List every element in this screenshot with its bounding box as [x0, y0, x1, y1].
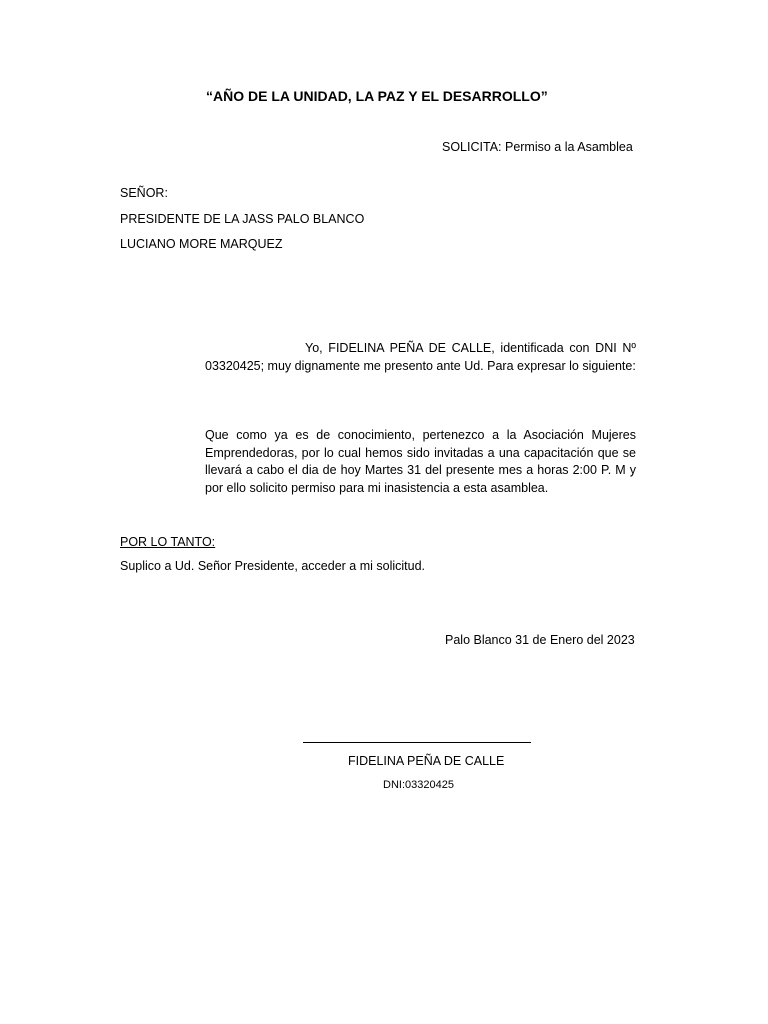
place-date: Palo Blanco 31 de Enero del 2023 [445, 633, 635, 647]
recipient-title: PRESIDENTE DE LA JASS PALO BLANCO [120, 212, 365, 226]
signature-line [303, 742, 531, 743]
year-title: “AÑO DE LA UNIDAD, LA PAZ Y EL DESARROLLO” [206, 88, 548, 104]
signature-dni: DNI:03320425 [383, 779, 454, 791]
salutation: SEÑOR: [120, 186, 168, 200]
subject-line: SOLICITA: Permiso a la Asamblea [442, 140, 633, 154]
recipient-name: LUCIANO MORE MARQUEZ [120, 237, 283, 251]
body-paragraph: Que como ya es de conocimiento, pertenezco a la Asociación Mujeres Emprendedoras, por lo cual hemos sido invitadas a una capacitación que se llevará a cabo el dia de hoy Martes 31 del presente mes a horas 2:00 P. M y por ello solicito permiso para mi inasistencia a esta asamblea. [205, 428, 636, 495]
therefore-heading: POR LO TANTO: [120, 535, 216, 549]
intro-paragraph: Yo, FIDELINA PEÑA DE CALLE, identificada con DNI Nº 03320425; muy dignamente me presento ante Ud. Para expresar lo siguiente: [205, 341, 636, 373]
signature-name: FIDELINA PEÑA DE CALLE [348, 754, 505, 768]
request-line: Suplico a Ud. Señor Presidente, acceder a mi solicitud. [120, 559, 426, 573]
